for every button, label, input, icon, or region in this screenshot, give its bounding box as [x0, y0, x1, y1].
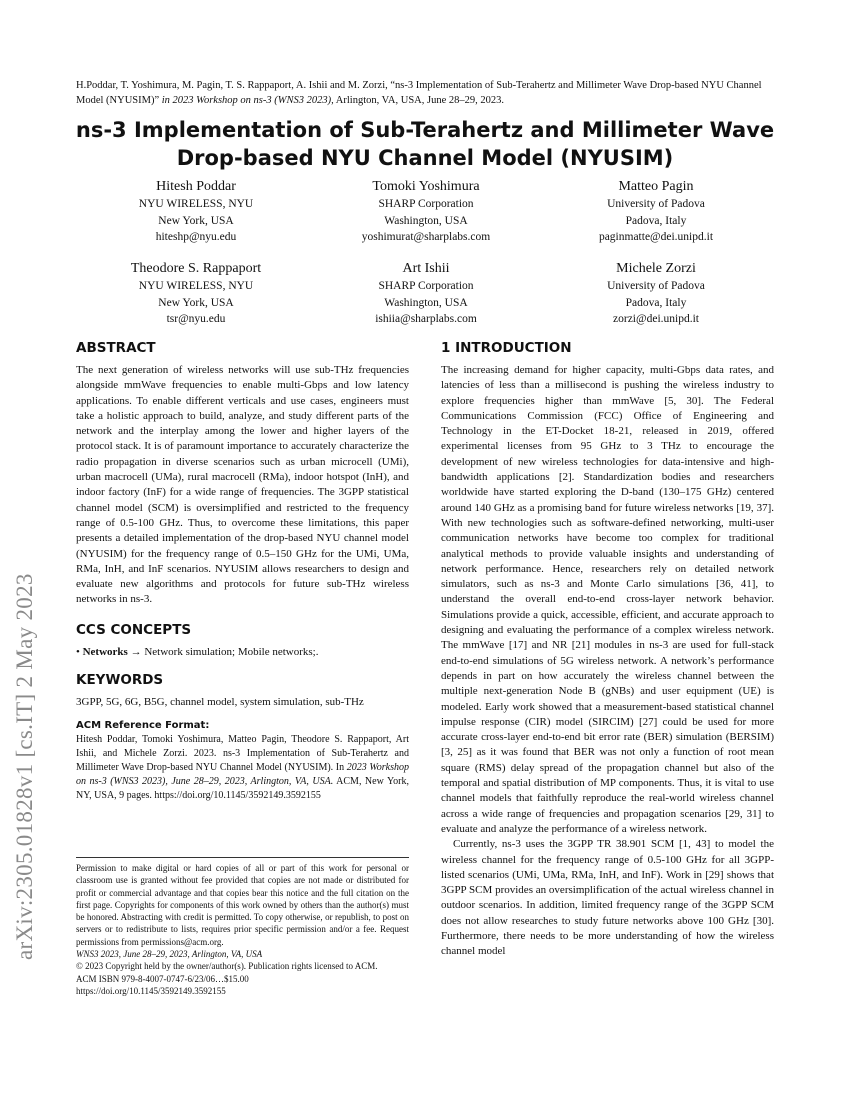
abstract-heading: ABSTRACT: [76, 340, 156, 356]
paper-title-line1: ns-3 Implementation of Sub-Terahertz and Millimeter Wave: [75, 118, 775, 142]
author-affiliation: NYU WIRELESS, NYU: [138, 198, 254, 210]
author-email: tsr@nyu.edu: [166, 313, 226, 325]
author-email: hiteshp@nyu.edu: [155, 231, 237, 243]
left-column: [76, 340, 409, 803]
author-affiliation: University of Padova: [607, 198, 705, 210]
author-affiliation: SHARP Corporation: [378, 280, 474, 292]
author-name: Hitesh Poddar: [156, 179, 236, 194]
keywords-heading: KEYWORDS: [76, 672, 164, 689]
author-email: yoshimurat@sharplabs.com: [361, 231, 491, 243]
right-column: [441, 340, 774, 960]
ccs-heading: CCS CONCEPTS: [76, 621, 192, 638]
author-3: [536, 178, 776, 246]
abstract-text: The next generation of wireless networks will use sub-THz frequencies alongside mmWave frequencies to enable multi-Gbps and low latency applications. To enable different verticals and use cases, engineers must take a holistic approach to build, analyze, and study different parts of the network and the interplay among the lower and higher layers of the protocol stack. It is of paramount importance to accurately characterize the radio propagation in diverse scenarios such as urban microcell (UMi), urban macrocell (UMa), rural macrocell (RMa), indoor hotspot (InH), and indoor factory (InF) for a wide range of frequencies. The 3GPP statistical channel model (SCM) is oversimplified and restricted to the frequency range of 0.5-100 GHz. Thus, to overcome these limitations, this paper presents a detailed implementation of the drop-based NYU channel model (NYUSIM) for the frequency range of 0.5–150 GHz for the UMi, UMa, RMa, InH, and InF scenarios. NYUSIM allows researchers to design and evaluate new algorithms and protocols for future sub-THz wireless networks in ns-3.: [76, 364, 409, 606]
ccs-subcategories: Network simulation; Mobile networks;.: [144, 645, 319, 658]
citation-location: Arlington, VA, USA, June 28–29, 2023.: [335, 95, 504, 106]
author-2: [306, 178, 546, 246]
acm-ref-heading: ACM Reference Format:: [76, 720, 210, 732]
author-city: New York, USA: [158, 214, 234, 227]
author-email: paginmatte@dei.unipd.it: [598, 231, 714, 243]
introduction-heading: 1 INTRODUCTION: [441, 340, 572, 356]
author-1: [76, 178, 316, 246]
citation-venue: in 2023 Workshop on ns-3 (WNS3 2023),: [161, 95, 334, 106]
acm-ref-part2: ACM, New York, NY, USA, 9 pages. https://doi.org/10.1145/3592149.3592155: [76, 776, 409, 802]
author-name: Michele Zorzi: [616, 261, 696, 276]
author-name: Tomoki Yoshimura: [372, 179, 480, 194]
author-name: Theodore S. Rappaport: [130, 261, 262, 276]
permission-text: Permission to make digital or hard copies of all or part of this work for personal or classroom use is granted without fee provided that copies are not made or distributed for profit or commercial advantage and that copies bear this notice and the full citation on the first page. Copyrights for components of this work owned by others than the author(s) must be honored. Abstracting with credit is permitted. To copy otherwise, or republish, to post on servers or to redistribute to lists, requires prior specific permission and/or a fee. Request permissions from permissions@acm.org.: [76, 863, 409, 947]
author-name: Art Ishii: [402, 261, 450, 276]
copyright-line: © 2023 Copyright held by the owner/author(s). Publication rights licensed to ACM.: [76, 961, 378, 972]
author-affiliation: NYU WIRELESS, NYU: [138, 280, 254, 292]
bullet: •: [76, 645, 80, 658]
ccs-category: Networks: [82, 645, 128, 658]
footnote-divider: [76, 857, 409, 858]
author-email: zorzi@dei.unipd.it: [613, 313, 699, 325]
paper-title-line2: Drop-based NYU Channel Model (NYUSIM): [176, 146, 674, 170]
acm-ref-part1: Hitesh Poddar, Tomoki Yoshimura, Matteo Pagin, Theodore S. Rappaport, Art Ishii, and Michele Zorzi. 2023. ns-3 Implementation of Sub-Terahertz and Millimeter Wave Drop-based NYU Channel Model (NYUSIM). In: [76, 734, 409, 774]
author-email: ishiia@sharplabs.com: [375, 313, 477, 325]
copyright-footnote: [76, 857, 409, 997]
citation-authors: H.Poddar, T. Yoshimura, M. Pagin, T. S. Rappaport, A. Ishii and M. Zorzi, “ns-3 Implementation of Sub-Terahertz and Millimeter Wave Drop-based NYU Channel Model (NYUSIM)”: [76, 80, 762, 106]
author-4: [76, 260, 316, 328]
doi-link[interactable]: https://doi.org/10.1145/3592149.3592155: [76, 985, 226, 996]
acm-ref-venue: 2023 Workshop on ns-3 (WNS3 2023), June 28–29, 2023, Arlington, VA, USA.: [76, 762, 410, 788]
author-city: Padova, Italy: [625, 296, 687, 309]
citation-header: [76, 78, 776, 108]
arrow-icon: →: [130, 645, 142, 658]
author-city: Washington, USA: [384, 296, 468, 309]
author-5: [306, 260, 546, 328]
introduction-paragraph-2: Currently, ns-3 uses the 3GPP TR 38.901 SCM [1, 43] to model the wireless channel for the frequency range of 0.5-100 GHz for all 3GPP-listed scenarios (UMi, UMa, RMa, InH, and InF). Work in [29] shows that 3GPP SCM provides an oversimplification of the actual wireless channel in outdoor scenarios. In addition, limited frequency range of the 3GPP SCM does not allow researches to study future networks above 100 GHz [30]. Furthermore, there needs to be more understanding of how the wireless channel model: [441, 838, 774, 958]
keywords-text: 3GPP, 5G, 6G, B5G, channel model, system simulation, sub-THz: [76, 696, 364, 709]
acm-ref-text: [76, 733, 409, 803]
introduction-paragraph-1: The increasing demand for higher capacity, multi-Gbps data rates, and latencies of less than a millisecond is pushing the wireless industry to explore frequencies higher than mmWave [5, 30]. The Federal Communications Commission (FCC) Office of Engineering and Technology in the ET-Docket 18-21, released in 2019, offered experimental licenses from 95 GHz to 3 THz to encourage the development of new wireless technologies for data-intensive and high-bandwidth applications [2]. Standardization bodies and researchers worldwide have started exploring the D-band (130–175 GHz) centered around 140 GHz as a promising band for future wireless networks [19, 37]. With new technologies such as software-defined networking, multi-user communication networks have become too complex for traditional analytical methods to provide valuable insights and understanding of network performance. Hence, researchers rely on detailed network simulators, such as ns-3 and Monte Carlo simulations [36, 41], to understand the overall end-to-end cross-layer network behavior. Simulations provide a quick, accessible, efficient, and accurate approach to designing and evaluating the performance of a complex wireless network. The mmWave [17] and NR [21] modules in ns-3 are used for full-stack end-to-end simulations of 5G wireless network. A network’s performance depends in part on how accurately the wireless channel between the multiple next-generation Node B (gNBs) and user equipment (UE) is modeled. Early work showed that a measurement-based statistical channel impulse response (CIR) model (SIRCIM) [27] could be used for more accurate cross-layer end-to-end bit error rate (BER) simulation (BERSIM) [3, 25] as it was found that BER was not only a function of root mean square (RMS) delay spread of the propagation channel but also of the temporal and spatial distribution of MP components. Thus, it is vital to use channel models that faithfully reproduce the real-world wireless channel across a wide range of frequencies and propagation scenarios [29, 31] to evaluate and analyze the performance of a wireless network.: [441, 364, 774, 835]
isbn-line: ACM ISBN 979-8-4007-0747-6/23/06…$15.00: [76, 973, 249, 984]
author-affiliation: University of Padova: [607, 280, 705, 292]
author-affiliation: SHARP Corporation: [378, 198, 474, 210]
conference-line: WNS3 2023, June 28–29, 2023, Arlington, VA, USA: [76, 949, 263, 960]
author-city: New York, USA: [158, 296, 234, 309]
paper-title: [60, 116, 790, 172]
author-name: Matteo Pagin: [618, 179, 694, 194]
author-city: Washington, USA: [384, 214, 468, 227]
arxiv-identifier: arXiv:2305.01828v1 [cs.IT] 2 May 2023: [12, 573, 37, 960]
author-city: Padova, Italy: [625, 214, 687, 227]
ccs-concepts: [76, 645, 409, 660]
author-6: [536, 260, 776, 328]
